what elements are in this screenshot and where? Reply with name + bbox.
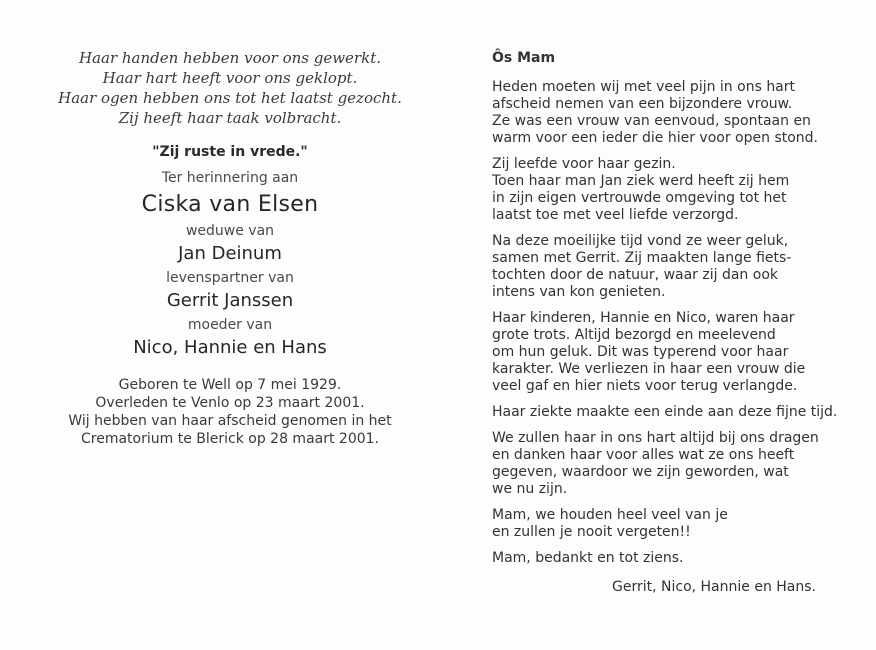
partner-name: Gerrit Janssen: [166, 290, 294, 311]
left-panel: [30, 48, 430, 448]
tribute-paragraph: [492, 310, 832, 395]
deceased-name: Ciska van Elsen: [141, 192, 319, 217]
tribute-line: karakter. We verliezen in haar een vrouw die: [492, 361, 806, 377]
tribute-line: intens van kon genieten.: [492, 284, 666, 300]
tribute-line: veel gaf en hier niets voor terug verlangde.: [492, 378, 798, 394]
tribute-line: Haar ziekte maakte een einde aan deze fijne tijd.: [492, 404, 838, 420]
tribute-line: Mam, bedankt en tot ziens.: [492, 550, 684, 566]
tribute-line: warm voor een ieder die hier voor open stond.: [492, 130, 818, 146]
tribute-line: en zullen je nooit vergeten!!: [492, 524, 691, 540]
memorial-intro: Ter herinnering aan: [161, 170, 299, 186]
tribute-line: tochten door de natuur, waar zij dan ook: [492, 267, 778, 283]
children-names: Nico, Hannie en Hans: [133, 337, 327, 358]
farewell-line: Crematorium te Blerick op 28 maart 2001.: [80, 431, 379, 447]
tribute-paragraph: [492, 156, 832, 224]
birth-line: Geboren te Well op 7 mei 1929.: [118, 377, 342, 393]
dates-block: [30, 376, 430, 448]
tribute-paragraph: [492, 430, 832, 498]
signature: Gerrit, Nico, Hannie en Hans.: [612, 579, 816, 595]
tribute-paragraph: [492, 507, 832, 541]
tribute-line: Haar kinderen, Hannie en Nico, waren haar: [492, 310, 795, 326]
tribute-line: We zullen haar in ons hart altijd bij ons dragen: [492, 430, 819, 446]
husband-name: Jan Deinum: [178, 243, 282, 264]
poem-line: Haar handen hebben voor ons gewerkt.: [78, 49, 381, 67]
tribute-line: Zij leefde voor haar gezin.: [492, 156, 676, 172]
tribute-line: Ze was een vrouw van eenvoud, spontaan en: [492, 113, 811, 129]
tribute-line: gegeven, waardoor we zijn geworden, wat: [492, 464, 789, 480]
farewell-line: Wij hebben van haar afscheid genomen in het: [68, 413, 392, 429]
poem-line: Haar hart heeft voor ons geklopt.: [102, 69, 358, 87]
tribute-line: afscheid nemen van een bijzondere vrouw.: [492, 96, 793, 112]
tribute-line: Na deze moeilijke tijd vond ze weer geluk,: [492, 233, 789, 249]
tribute-line: Heden moeten wij met veel pijn in ons hart: [492, 79, 796, 95]
tribute-line: laatst toe met veel liefde verzorgd.: [492, 207, 739, 223]
relation-widow: weduwe van: [185, 223, 275, 239]
tribute-line: samen met Gerrit. Zij maakten lange fiets-: [492, 250, 792, 266]
death-line: Overleden te Venlo op 23 maart 2001.: [95, 395, 365, 411]
tribute-paragraph: [492, 79, 832, 147]
poem-line: Zij heeft haar taak volbracht.: [118, 109, 342, 127]
tribute-line: grote trots. Altijd bezorgd en meelevend: [492, 327, 776, 343]
relation-mother: moeder van: [187, 317, 273, 333]
rest-in-peace-quote: "Zij ruste in vrede.": [152, 144, 308, 160]
tribute-paragraph: [492, 404, 838, 421]
relation-partner: levenspartner van: [166, 270, 294, 286]
tribute-title: Ôs Mam: [492, 50, 556, 66]
tribute-line: Toen haar man Jan ziek werd heeft zij hem: [492, 173, 790, 189]
tribute-line: Mam, we houden heel veel van je: [492, 507, 728, 523]
tribute-paragraph: [492, 233, 832, 301]
tribute-line: in zijn eigen vertrouwde omgeving tot het: [492, 190, 787, 206]
tribute-paragraph: [492, 550, 832, 567]
right-panel: [492, 50, 838, 596]
poem-line: Haar ogen hebben ons tot het laatst gezocht.: [58, 89, 402, 107]
tribute-line: om hun geluk. Dit was typerend voor haar: [492, 344, 789, 360]
tribute-line: we nu zijn.: [492, 481, 568, 497]
tribute-line: en danken haar voor alles wat ze ons heeft: [492, 447, 795, 463]
poem: [30, 48, 430, 128]
